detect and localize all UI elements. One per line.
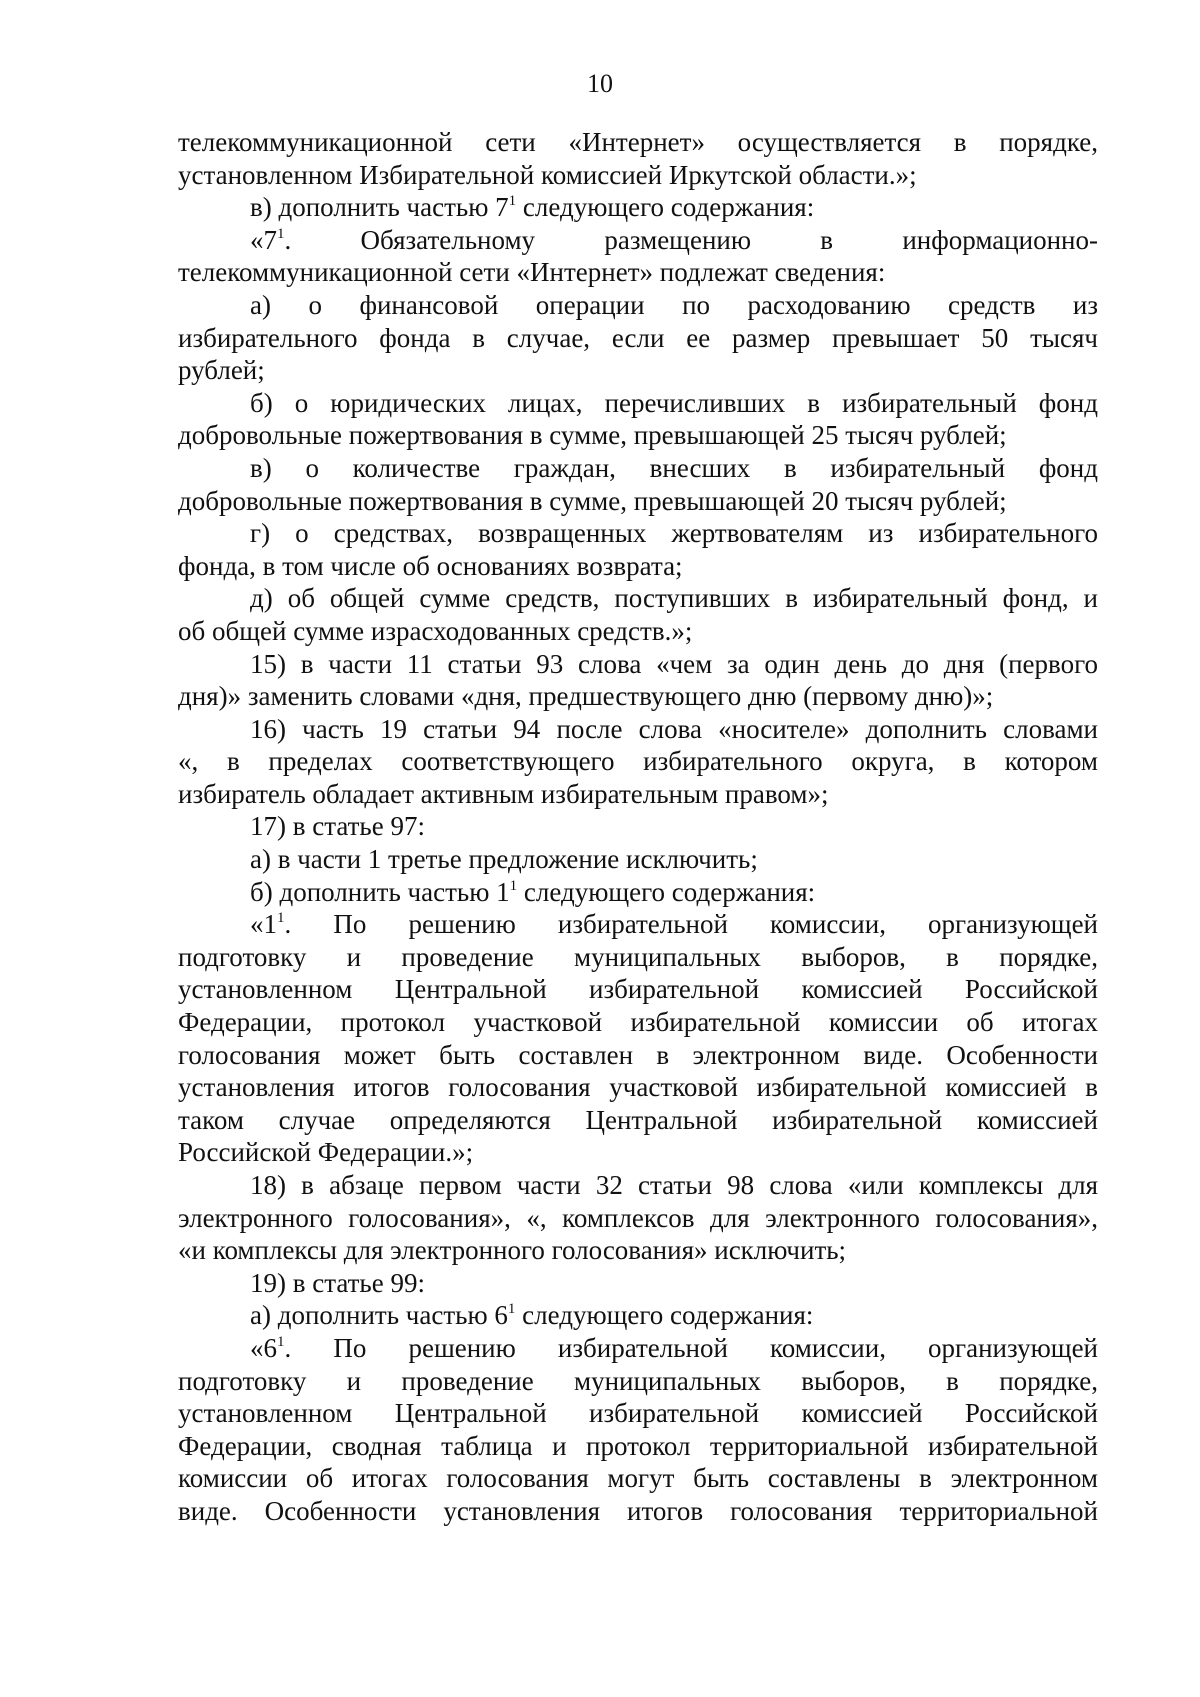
text-line: Федерации, протокол участковой избирательной комиссии об итогах bbox=[178, 1007, 1098, 1038]
text-line: Федерации, сводная таблица и протокол территориальной избирательной bbox=[178, 1430, 1098, 1461]
text-line: 19) в статье 99: bbox=[250, 1267, 425, 1298]
superscript-index: 1 bbox=[277, 225, 285, 242]
text-segment: следующего содержания: bbox=[517, 876, 816, 907]
text-line: установления итогов голосования участковой избирательной комиссией в bbox=[178, 1072, 1098, 1103]
text-line bbox=[178, 876, 1098, 909]
text-line: а) о финансовой операции по расходованию средств из bbox=[250, 289, 1098, 320]
text-line: в) о количестве граждан, внесших в избирательный фонд bbox=[250, 452, 1098, 483]
text-line: 16) часть 19 статьи 94 после слова «носителе» дополнить словами bbox=[250, 713, 1098, 744]
text-line bbox=[178, 224, 1098, 257]
text-line: Российской Федерации.»; bbox=[178, 1137, 474, 1168]
text-line bbox=[178, 908, 1098, 941]
text-line: избирательного фонда в случае, если ее размер превышает 50 тысяч bbox=[178, 322, 1098, 353]
text-segment: . По решению избирательной комиссии, организующей bbox=[284, 1332, 1098, 1363]
text-line: «и комплексы для электронного голосования» исключить; bbox=[178, 1235, 847, 1266]
text-line: дня)» заменить словами «дня, предшествующего дню (первому дню)»; bbox=[178, 681, 994, 712]
text-line: таком случае определяются Центральной избирательной комиссией bbox=[178, 1104, 1098, 1135]
text-line bbox=[178, 191, 1098, 224]
text-line: рублей; bbox=[178, 355, 265, 386]
text-line bbox=[178, 1332, 1098, 1365]
text-line: добровольные пожертвования в сумме, превышающей 25 тысяч рублей; bbox=[178, 420, 1007, 451]
text-segment: «7 bbox=[250, 224, 277, 255]
text-line: об общей сумме израсходованных средств.»; bbox=[178, 615, 693, 646]
text-line: телекоммуникационной сети «Интернет» осуществляется в порядке, bbox=[178, 127, 1098, 157]
text-line: г) о средствах, возвращенных жертвователям из избирательного bbox=[250, 518, 1098, 549]
text-segment: . По решению избирательной комиссии, организующей bbox=[284, 909, 1098, 940]
text-line: избиратель обладает активным избирательным правом»; bbox=[178, 778, 829, 809]
text-line: комиссии об итогах голосования могут быть составлены в электронном bbox=[178, 1463, 1098, 1494]
page-number: 10 bbox=[587, 69, 613, 98]
text-segment: «6 bbox=[250, 1332, 277, 1363]
document-body bbox=[178, 126, 1098, 1528]
text-line: 15) в части 11 статьи 93 слова «чем за один день до дня (первого bbox=[250, 648, 1098, 679]
text-line: подготовку и проведение муниципальных выборов, в порядке, bbox=[178, 1365, 1098, 1396]
text-line: добровольные пожертвования в сумме, превышающей 20 тысяч рублей; bbox=[178, 485, 1007, 516]
text-segment: а) дополнить частью 6 bbox=[250, 1300, 508, 1331]
text-line: виде. Особенности установления итогов голосования территориальной bbox=[178, 1495, 1098, 1526]
superscript-index: 1 bbox=[508, 193, 517, 210]
superscript-index: 1 bbox=[277, 910, 285, 927]
text-line: б) о юридических лицах, перечисливших в избирательный фонд bbox=[250, 387, 1098, 418]
text-line: голосования может быть составлен в электронном виде. Особенности bbox=[178, 1039, 1098, 1070]
text-segment: «1 bbox=[250, 909, 277, 940]
text-line: а) в части 1 третье предложение исключить; bbox=[250, 844, 758, 875]
text-line bbox=[178, 1299, 1098, 1332]
text-segment: . Обязательному размещению в информационно- bbox=[284, 224, 1098, 255]
text-segment: следующего содержания: bbox=[515, 1300, 814, 1331]
text-line: «, в пределах соответствующего избирательного округа, в котором bbox=[178, 746, 1098, 777]
text-segment: следующего содержания: bbox=[516, 192, 815, 223]
superscript-index: 1 bbox=[507, 1301, 516, 1318]
text-segment: в) дополнить частью 7 bbox=[250, 192, 509, 223]
text-line: установленном Избирательной комиссией Иркутской области.»; bbox=[178, 159, 917, 190]
text-line: электронного голосования», «, комплексов для электронного голосования», bbox=[178, 1202, 1098, 1233]
text-segment: б) дополнить частью 1 bbox=[250, 876, 510, 907]
text-line: установленном Центральной избирательной комиссией Российской bbox=[178, 974, 1098, 1005]
text-line: установленном Центральной избирательной комиссией Российской bbox=[178, 1398, 1098, 1429]
superscript-index: 1 bbox=[509, 877, 518, 894]
text-line: фонда, в том числе об основаниях возврата; bbox=[178, 550, 683, 581]
text-line: 18) в абзаце первом части 32 статьи 98 слова «или комплексы для bbox=[250, 1170, 1098, 1200]
text-line: 17) в статье 97: bbox=[250, 811, 425, 842]
text-line: подготовку и проведение муниципальных выборов, в порядке, bbox=[178, 941, 1098, 972]
superscript-index: 1 bbox=[277, 1333, 285, 1350]
text-line: д) об общей сумме средств, поступивших в избирательный фонд, и bbox=[250, 583, 1098, 614]
text-line: телекоммуникационной сети «Интернет» подлежат сведения: bbox=[178, 257, 886, 288]
